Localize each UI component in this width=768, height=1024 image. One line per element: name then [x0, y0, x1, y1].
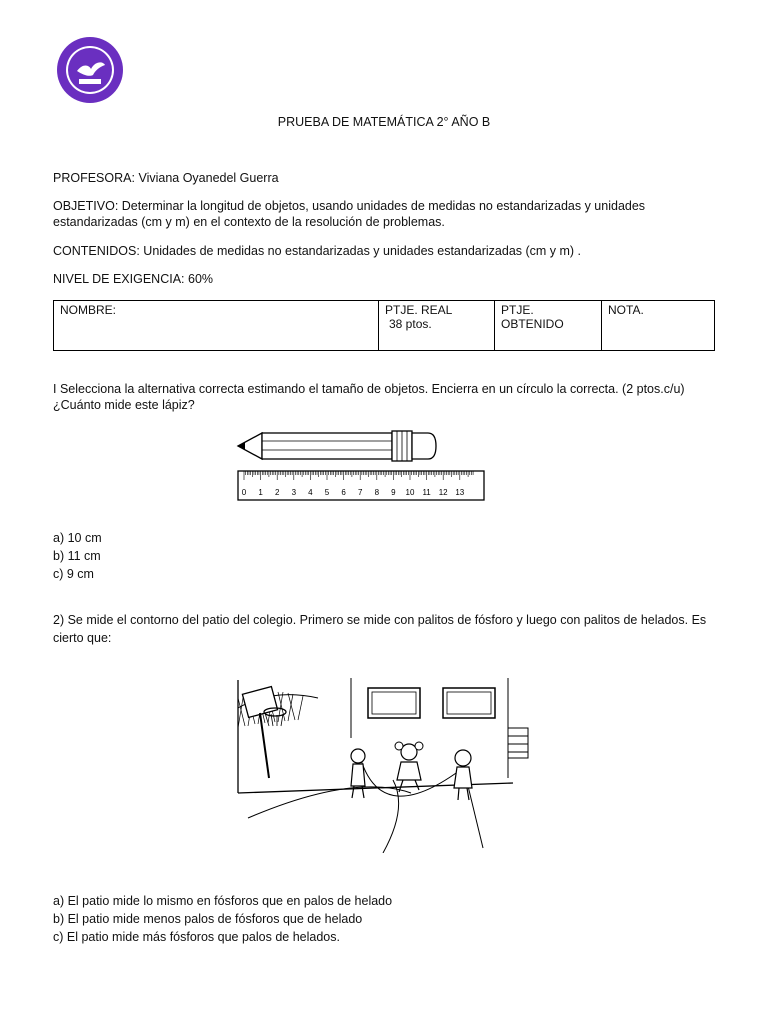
ruler-number: 12 — [438, 488, 448, 497]
level-label: NIVEL DE EXIGENCIA: — [53, 272, 185, 286]
objective-label: OBJETIVO: — [53, 199, 119, 213]
obtained-score-label: PTJE. OBTENIDO — [501, 303, 564, 331]
real-score-label: PTJE. REAL — [385, 303, 453, 317]
teacher-label: PROFESORA: — [53, 171, 135, 185]
q1-instruction: I Selecciona la alternativa correcta estimando el tamaño de objetos. Encierra en un círculo la correcta. (2 ptos.c/u) — [53, 382, 685, 396]
teacher-line — [53, 170, 279, 187]
q2-option-b[interactable]: b) El patio mide menos palos de fósforos que de helado — [53, 912, 363, 926]
name-label: NOMBRE: — [60, 303, 117, 317]
ruler-number: 6 — [341, 488, 346, 497]
q1-option-b[interactable]: b) 11 cm — [53, 549, 101, 563]
teacher-name: Viviana Oyanedel Guerra — [138, 171, 279, 185]
name-cell[interactable] — [54, 301, 379, 351]
ruler-number: 2 — [274, 488, 280, 497]
contents-line — [53, 243, 581, 260]
real-score-cell — [379, 301, 495, 351]
ruler-number: 13 — [455, 488, 465, 497]
level-line — [53, 271, 213, 288]
q2-option-a[interactable]: a) El patio mide lo mismo en fósforos que en palos de helado — [53, 894, 393, 908]
school-logo — [55, 35, 125, 105]
ruler-number: 9 — [391, 488, 396, 497]
q1-question: ¿Cuánto mide este lápiz? — [53, 398, 195, 412]
grade-label: NOTA. — [608, 303, 644, 317]
ruler-number: 0 — [241, 488, 247, 497]
objective-text-1: Determinar la longitud de objetos, usando unidades de medidas no estandarizadas y unidades — [121, 199, 646, 213]
obtained-score-cell[interactable] — [495, 301, 602, 351]
pencil-ruler-illustration — [236, 428, 488, 504]
level-value: 60% — [188, 272, 214, 286]
grade-cell[interactable] — [602, 301, 715, 351]
exam-title: PRUEBA DE MATEMÁTICA 2° AÑO B — [277, 115, 491, 129]
real-score-value: 38 ptos. — [389, 317, 432, 331]
ruler-number: 5 — [324, 488, 330, 497]
q1-option-a[interactable]: a) 10 cm — [53, 531, 102, 545]
ruler-number: 4 — [308, 488, 313, 497]
contents-text: Unidades de medidas no estandarizadas y unidades estandarizadas (cm y m) . — [143, 244, 582, 258]
objective-line-1 — [53, 198, 645, 215]
objective-line-2: estandarizadas (cm y m) en el contexto de la resolución de problemas. — [53, 215, 445, 229]
q2-text-line-1: 2) Se mide el contorno del patio del colegio. Primero se mide con palitos de fósforo y luego con palitos de helados. Es — [53, 613, 707, 627]
score-table — [53, 300, 715, 351]
ruler-number: 8 — [374, 488, 380, 497]
ruler-number: 11 — [422, 488, 431, 497]
contents-label: CONTENIDOS: — [53, 244, 140, 258]
ruler-number: 1 — [258, 488, 263, 497]
q1-option-c[interactable]: c) 9 cm — [53, 567, 94, 581]
ruler-number: 7 — [357, 488, 363, 497]
schoolyard-illustration — [233, 668, 533, 853]
ruler-number: 3 — [291, 488, 297, 497]
q2-option-c[interactable]: c) El patio mide más fósforos que palos de helados. — [53, 930, 340, 944]
q2-text-line-2: cierto que: — [53, 631, 112, 645]
ruler-number: 10 — [405, 488, 415, 497]
